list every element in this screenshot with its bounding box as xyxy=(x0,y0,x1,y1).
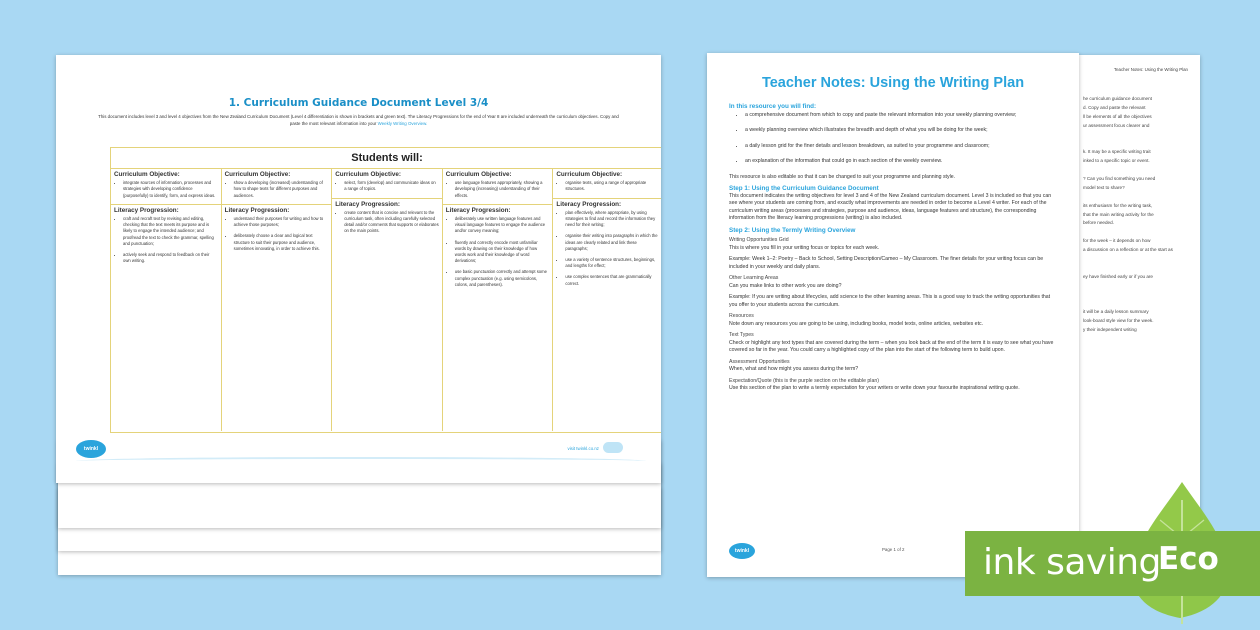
section-text: Example: If you are writing about lifecycles, add science to the other learning areas. This is a good way to track the writing opportunities that you offer to your students across the curriculum. xyxy=(729,294,1051,308)
text-line: k. It may be a specific writing trait xyxy=(1083,149,1151,155)
list-item: • deliberately choose a clear and logical text structure to suit their purpose and audience, sometimes innovating, in order to achieve this. xyxy=(234,233,329,252)
text-line: ll be elements of all the objectives xyxy=(1083,113,1152,119)
text-line xyxy=(1083,264,1192,273)
section-text: Use this section of the plan to write a termly expectation for your writers or write down your favourite inspirational writing quote. xyxy=(729,385,1020,391)
list-item: • deliberately use written language features and visual language features to engage the audience and/or convey meaning; xyxy=(455,216,550,235)
text-line: it will be a daily lesson summary xyxy=(1083,309,1149,315)
text-line: ? Can you find something you need xyxy=(1083,176,1156,182)
section-text: Can you make links to other work you are doing? xyxy=(729,282,842,289)
grid-column xyxy=(222,169,333,431)
ink-saving-badge xyxy=(965,531,1260,596)
objective-label: Curriculum Objective: xyxy=(224,171,291,178)
progression-label: Literacy Progression: xyxy=(445,206,511,214)
text-line xyxy=(1083,166,1192,175)
grid-column xyxy=(111,169,222,431)
list-item: • understand their purposes for writing and how to achieve those purposes; xyxy=(234,216,329,228)
eco-label: Eco xyxy=(1158,541,1219,577)
list-item: • create content that is concise and relevant to the curriculum task, often including carefully selected detail and/or comments that supports or elaborates on the main points. xyxy=(344,210,439,235)
editable-note: This resource is also editable so that it can be changed to suit your programme and planning style. xyxy=(729,173,956,180)
grid-column xyxy=(553,169,661,431)
text-line xyxy=(1083,299,1192,308)
intro-text: This document includes level 3 and level 4 objectives from the New Zealand Curriculum Document (Level 4 differentiation is shown in brackets and green text). The Literacy Progressions for the end of Year 8 are included underneath the curriculum objectives. Copy and paste the most relevant information into your xyxy=(98,114,619,126)
step1-text: This document indicates the writing objectives for level 3 and 4 of the New Zealand curriculum document. Level 3 is included so that you can see where your students are coming from, and exactly what improvements are needed in order to become a Level 4 writer. For each of the curriculum writing areas (processes and strategies, purpose and audience, ideas, language features and structure), the corresponding information from the literacy learning progressions (writing) is also included. xyxy=(729,192,1052,221)
text-line: inked to a specific topic or event. xyxy=(1083,158,1150,164)
text-line: a discussion on a reflection or at the start as xyxy=(1083,247,1173,253)
section-label: Assessment Opportunities xyxy=(729,358,790,365)
section-label: Expectation/Quote (this is the purple section on the editable plan) xyxy=(729,377,879,384)
text-line: ey have finished early or if you are xyxy=(1083,273,1153,279)
document-title: 1. Curriculum Guidance Document Level 3/4 xyxy=(228,97,489,109)
page-number: Page 1 of 2 xyxy=(882,547,905,552)
footer-url[interactable]: visit twinkl.co.nz xyxy=(567,446,599,451)
section-heading: In this resource you will find: xyxy=(729,103,817,110)
curriculum-guidance-document xyxy=(56,55,661,483)
objective-label: Curriculum Objective: xyxy=(445,171,512,178)
text-line: before needed. xyxy=(1083,220,1114,226)
text-line: its enthusiasm for the writing task, xyxy=(1083,202,1153,208)
text-line: d. Copy and paste the relevant xyxy=(1083,104,1146,110)
ink-saving-label: ink saving xyxy=(983,542,1161,583)
document-footer xyxy=(56,435,661,483)
text-line xyxy=(1083,131,1192,140)
section-label: Text Types xyxy=(729,332,754,338)
text-line: ur assessment focus clearer and xyxy=(1083,122,1150,128)
progression-label: Literacy Progression: xyxy=(335,200,400,208)
twinkl-logo-icon: twinkl xyxy=(76,440,106,458)
objective-label: Curriculum Objective: xyxy=(556,171,623,178)
list-item: • a weekly planning overview which illustrates the breadth and depth of what you will be doing for the week; xyxy=(745,127,1059,135)
list-item: • use language features appropriately, showing a developing (increasing) understanding of their effects. xyxy=(455,180,550,199)
twinkl-logo-icon: twinkl xyxy=(729,543,755,559)
list-item: • craft and recraft text by revising and editing, checking that the text meets its purpose and is likely to engage the intended audience; and proofread the text to check the grammar, spelling and punctuation; xyxy=(123,216,218,247)
list-item: • use a variety of sentence structures, beginnings, and lengths for effect; xyxy=(565,257,660,269)
page-title: Teacher Notes: Using the Writing Plan xyxy=(761,75,1025,91)
grid-heading: Students will: xyxy=(111,148,661,169)
step1-heading: Step 1: Using the Curriculum Guidance Document xyxy=(729,185,879,192)
page-header: Teacher Notes: Using the Writing Plan xyxy=(1113,67,1188,72)
section-text: Check or highlight any text types that are covered during the term – when you look back at the end of the term it is easy to see what you have covered so far in the year. You could carry a highlighted copy of the plan into the start of the following term to build upon. xyxy=(729,339,1054,353)
list-item: • actively seek and respond to feedback on their own writing. xyxy=(123,252,218,264)
text-line: that the main writing activity for the xyxy=(1083,211,1154,217)
teacher-notes-page-1 xyxy=(707,53,1079,577)
section-label: Resources xyxy=(729,313,754,319)
objective-label: Curriculum Objective: xyxy=(335,171,401,178)
list-item: • organise their writing into paragraphs in which the ideas are clearly related and link these paragraphs; xyxy=(565,233,660,252)
document-intro xyxy=(96,113,621,127)
list-item: • plan effectively, where appropriate, by using strategies to find and record the information they need for their writing; xyxy=(565,210,660,229)
objective-label: Curriculum Objective: xyxy=(114,171,180,178)
text-line: he curriculum guidance document xyxy=(1083,96,1152,101)
grid-column xyxy=(332,169,443,431)
list-item: • integrate sources of information, processes and strategies with developing confidence (purposefully) to identify, form, and express ideas. xyxy=(123,180,218,199)
section-text: When, what and how might you assess during the term? xyxy=(729,366,859,372)
page-text xyxy=(1083,95,1192,335)
step2-heading: Step 2: Using the Termly Writing Overview xyxy=(729,226,856,234)
section-text: Example: Week 1–2: Poetry – Back to School, Setting Description/Cameo – My Classroom. The finer details for your writing focus can be included in your weekly and daily plans. xyxy=(729,256,1044,270)
text-line xyxy=(1083,139,1192,148)
text-line: for the week – it depends on how xyxy=(1083,238,1151,244)
text-line xyxy=(1083,193,1192,202)
objectives-grid xyxy=(110,147,661,433)
text-line: y their independent writing xyxy=(1083,327,1137,333)
list-item: • fluently and correctly encode most unfamiliar words by drawing on their knowledge of how words work and their knowledge of word derivations; xyxy=(455,240,550,265)
list-item: • use basic punctuation correctly and attempt some complex punctuation (e.g. using semicolons, colons, and parentheses). xyxy=(455,269,550,288)
list-item: • a comprehensive document from which to copy and paste the relevant information into your weekly planning overview; xyxy=(745,112,1059,120)
progression-label: Literacy Progression: xyxy=(114,206,179,214)
section-text: Note down any resources you are going to be using, including books, model texts, online articles, websites etc. xyxy=(729,320,984,327)
intro-link[interactable]: Weekly Writing Overview. xyxy=(377,121,428,126)
footer-wave xyxy=(76,457,646,465)
text-line xyxy=(1083,255,1192,264)
page-body xyxy=(729,100,1059,397)
section-label: Writing Opportunities Grid xyxy=(729,237,789,243)
cloud-icon xyxy=(603,442,623,453)
section-label: Other Learning Areas xyxy=(729,275,779,281)
list-item: • an explanation of the information that could go in each section of the weekly overview. xyxy=(745,158,1059,166)
progression-label: Literacy Progression: xyxy=(556,200,622,208)
list-item: • show a developing (increased) understanding of how to shape texts for different purposes and audiences. xyxy=(234,180,329,199)
find-list xyxy=(729,112,1059,166)
list-item: • a daily lesson grid for the finer details and lesson breakdown, as suited to your programme and classroom; xyxy=(745,143,1059,151)
text-line xyxy=(1083,228,1192,237)
text-line xyxy=(1083,291,1192,300)
list-item: • select, form (develop) and communicate ideas on a range of topics. xyxy=(344,180,439,192)
text-line: look-board style view for the week. xyxy=(1083,318,1154,324)
section-text: This is where you fill in your writing focus or topics for each week. xyxy=(729,244,880,251)
list-item: • organise texts, using a range of appropriate structures. xyxy=(565,180,660,192)
text-line: model text to share? xyxy=(1083,184,1125,190)
progression-label: Literacy Progression: xyxy=(224,206,290,214)
grid-column xyxy=(443,169,554,431)
list-item: • use complex sentences that are grammatically correct. xyxy=(565,274,660,286)
text-line xyxy=(1083,282,1192,291)
grid-columns xyxy=(111,169,661,431)
